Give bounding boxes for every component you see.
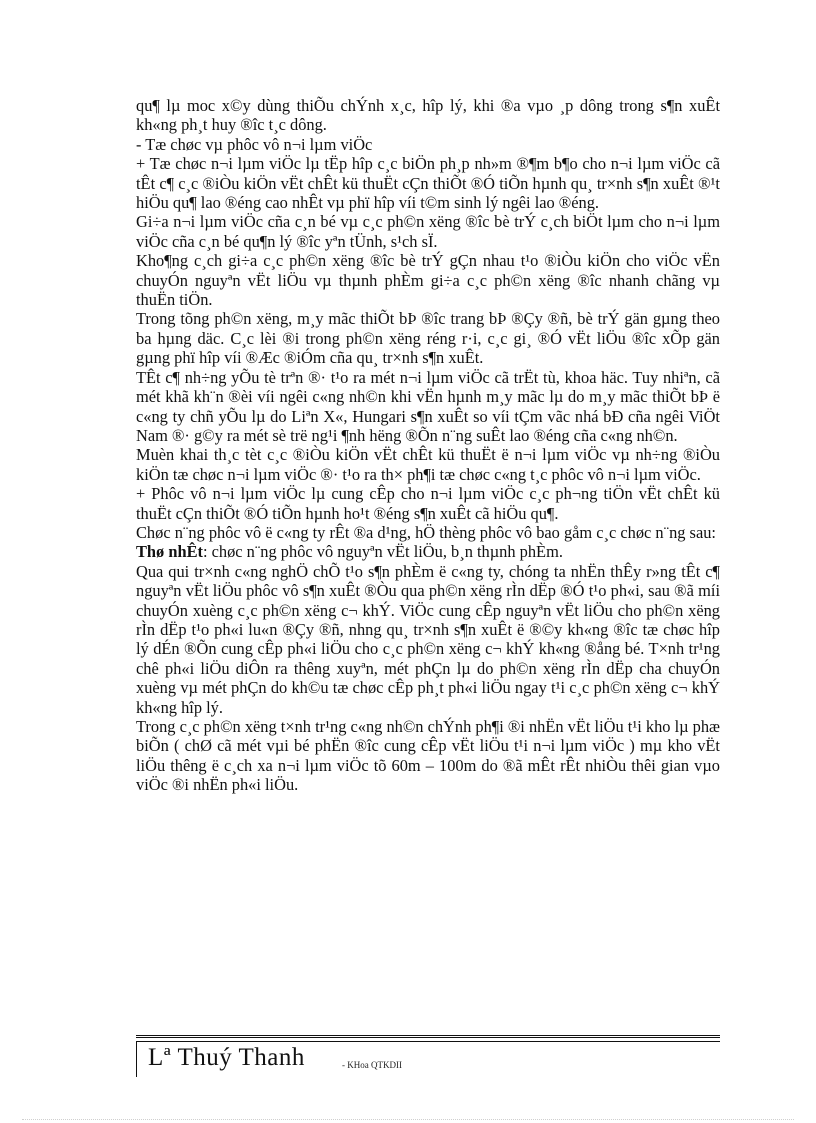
paragraph-text: qu¶ lµ moc x©y dùng thiÕu chÝnh x¸c, hîp lý, khi ®a vµo ¸p dông trong s¶n xuÊt kh«ng ph¸t huy ®îc t¸c dông. (136, 96, 720, 135)
paragraph (136, 523, 720, 542)
paragraph-text: : chøc n¨ng phôc vô nguyªn vËt liÖu, b¸n thµnh phÈm. (202, 542, 563, 562)
paragraph-text: Trong tõng ph©n xëng, m¸y mãc thiÕt bÞ ®îc trang bÞ ®Çy ®ñ, bè trÝ gän gµng theo ba hµng däc. C¸c lèi ®i trong ph©n xëng réng r·i, c¸c gi¸ ®Ó vËt liÖu ®îc xÕp gän gµng phï hîp víi ®Æc ®iÓm cña qu¸ tr×nh s¶n xuÊt. (136, 309, 720, 368)
paragraph (136, 562, 720, 717)
paragraph-text: Kho¶ng c¸ch gi÷a c¸c ph©n xëng ®îc bè trÝ gÇn nhau t¹o ®iÒu kiÖn cho viÖc vËn chuyÓn nguyªn vËt liÖu vµ thµnh phÈm gi÷a c¸c ph©n xëng ®îc nhanh chãng vµ thuËn tiÖn. (136, 251, 720, 310)
paragraph-text: Qua qui tr×nh c«ng nghÖ chÕ t¹o s¶n phÈm ë c«ng ty, chóng ta nhËn thÊy r»ng tÊt c¶ nguyªn vËt liÖu phôc vô s¶n xuÊt ®Òu qua ph©n xëng rÌn dËp ®Ó t¹o ph«i, sau ®ã míi chuyÓn xuèng c¸c ph©n xëng c¬ khÝ. ViÖc cung cÊp nguyªn vËt liÖu cho ph©n xëng rÌn dËp t¹o ph«i lu«n ®Çy ®ñ, nhng qu¸ tr×nh s¶n xuÊt ë ®©y kh«ng ®îc tæ chøc hîp lý dÉn ®Õn cung cÊp ph«i liÖu cho c¸c ph©n xëng c¬ khÝ kh«ng ®ång bé. T×nh tr¹ng chê ph«i liÖu diÔn ra thêng xuyªn, mét phÇn lµ do ph©n xëng rÌn dËp cha chuyÓn xuèng vµ mét phÇn do kh©u tæ chøc cÊp ph¸t ph«i liÖu ngay t¹i c¸c ph©n xëng c¬ khÝ kh«ng hîp lý. (136, 561, 720, 717)
footer-left-border (136, 1041, 137, 1077)
paragraph (136, 135, 720, 154)
paragraph (136, 309, 720, 367)
footer-rule (136, 1041, 720, 1042)
paragraph (136, 154, 720, 212)
page-bottom-dotted-line (22, 1119, 794, 1120)
footer-double-rule (136, 1035, 720, 1038)
paragraph-text: TÊt c¶ nh÷ng yÕu tè trªn ®· t¹o ra mét n¬i lµm viÖc cã trËt tù, khoa häc. Tuy nhiªn, cã mét khã kh¨n ®èi víi ngêi c«ng nh©n khi vËn hµnh m¸y mãc lµ do m¸y mãc thiÕt bÞ ë c«ng ty chñ yÕu lµ do Liªn X«, Hungari s¶n xuÊt so víi tÇm vãc nhá bÐ cña ngêi ViÖt Nam ®· g©y ra mét sè trë ng¹i ¶nh hëng ®Õn n¨ng suÊt lao ®éng cña c«ng nh©n. (136, 367, 720, 445)
document-body (136, 96, 720, 795)
paragraph (136, 212, 720, 251)
paragraph (136, 445, 720, 484)
footer-author-name: Lª Thuý Thanh (148, 1044, 305, 1071)
footer-department: - KHoa QTKDII (342, 1060, 402, 1070)
paragraph (136, 484, 720, 523)
paragraph-text: + Tæ chøc n¬i lµm viÖc lµ tËp hîp c¸c biÖn ph¸p nh»m ®¶m b¶o cho n¬i lµm viÖc cã tÊt c¶ c¸c ®iÒu kiÖn vËt chÊt kü thuËt cÇn thiÕt ®Ó tiÕn hµnh qu¸ tr×nh s¶n xuÊt ®¹t hiÖu qu¶ lao ®éng cao nhÊt vµ phï hîp víi t©m sinh lý ngêi lao ®éng. (136, 154, 720, 213)
paragraph (136, 542, 720, 561)
paragraph (136, 717, 720, 795)
paragraph (136, 96, 720, 135)
paragraph-lead: Thø nhÊt (136, 542, 203, 562)
paragraph-text: Chøc n¨ng phôc vô ë c«ng ty rÊt ®a d¹ng, hÖ thèng phôc vô bao gåm c¸c chøc n¨ng sau: (136, 522, 716, 542)
paragraph-text: Muèn khai th¸c tèt c¸c ®iÒu kiÖn vËt chÊt kü thuËt ë n¬i lµm viÖc vµ nh÷ng ®iÒu kiÖn tæ chøc n¬i lµm viÖc ®· t¹o ra th× ph¶i tæ chøc c«ng t¸c phôc vô n¬i lµm viÖc. (136, 445, 720, 484)
paragraph-text: Trong c¸c ph©n xëng t×nh tr¹ng c«ng nh©n chÝnh ph¶i ®i nhËn vËt liÖu t¹i kho lµ phæ biÕn ( chØ cã mét vµi bé phËn ®îc cung cÊp vËt liÖu t¹i n¬i lµm viÖc ) mµ kho vËt liÖu thêng ë c¸ch xa n¬i lµm viÖc tõ 60m – 100m do ®ã mÊt rÊt nhiÒu thêi gian vµo viÖc ®i nhËn ph«i liÖu. (136, 717, 720, 795)
paragraph-text: Gi÷a n¬i lµm viÖc cña c¸n bé vµ c¸c ph©n xëng ®îc bè trÝ c¸ch biÖt lµm cho n¬i lµm viÖc cña c¸n bé qu¶n lý ®îc yªn tÜnh, s¹ch sÏ. (136, 212, 720, 251)
paragraph (136, 251, 720, 309)
paragraph-text: + Phôc vô n¬i lµm viÖc lµ cung cÊp cho n¬i lµm viÖc c¸c ph¬ng tiÖn vËt chÊt kü thuËt cÇn thiÕt ®Ó tiÕn hµnh ho¹t ®éng s¶n xuÊt cã hiÖu qu¶. (136, 484, 720, 523)
paragraph-text: - Tæ chøc vµ phôc vô n¬i lµm viÖc (136, 134, 373, 154)
paragraph (136, 368, 720, 446)
